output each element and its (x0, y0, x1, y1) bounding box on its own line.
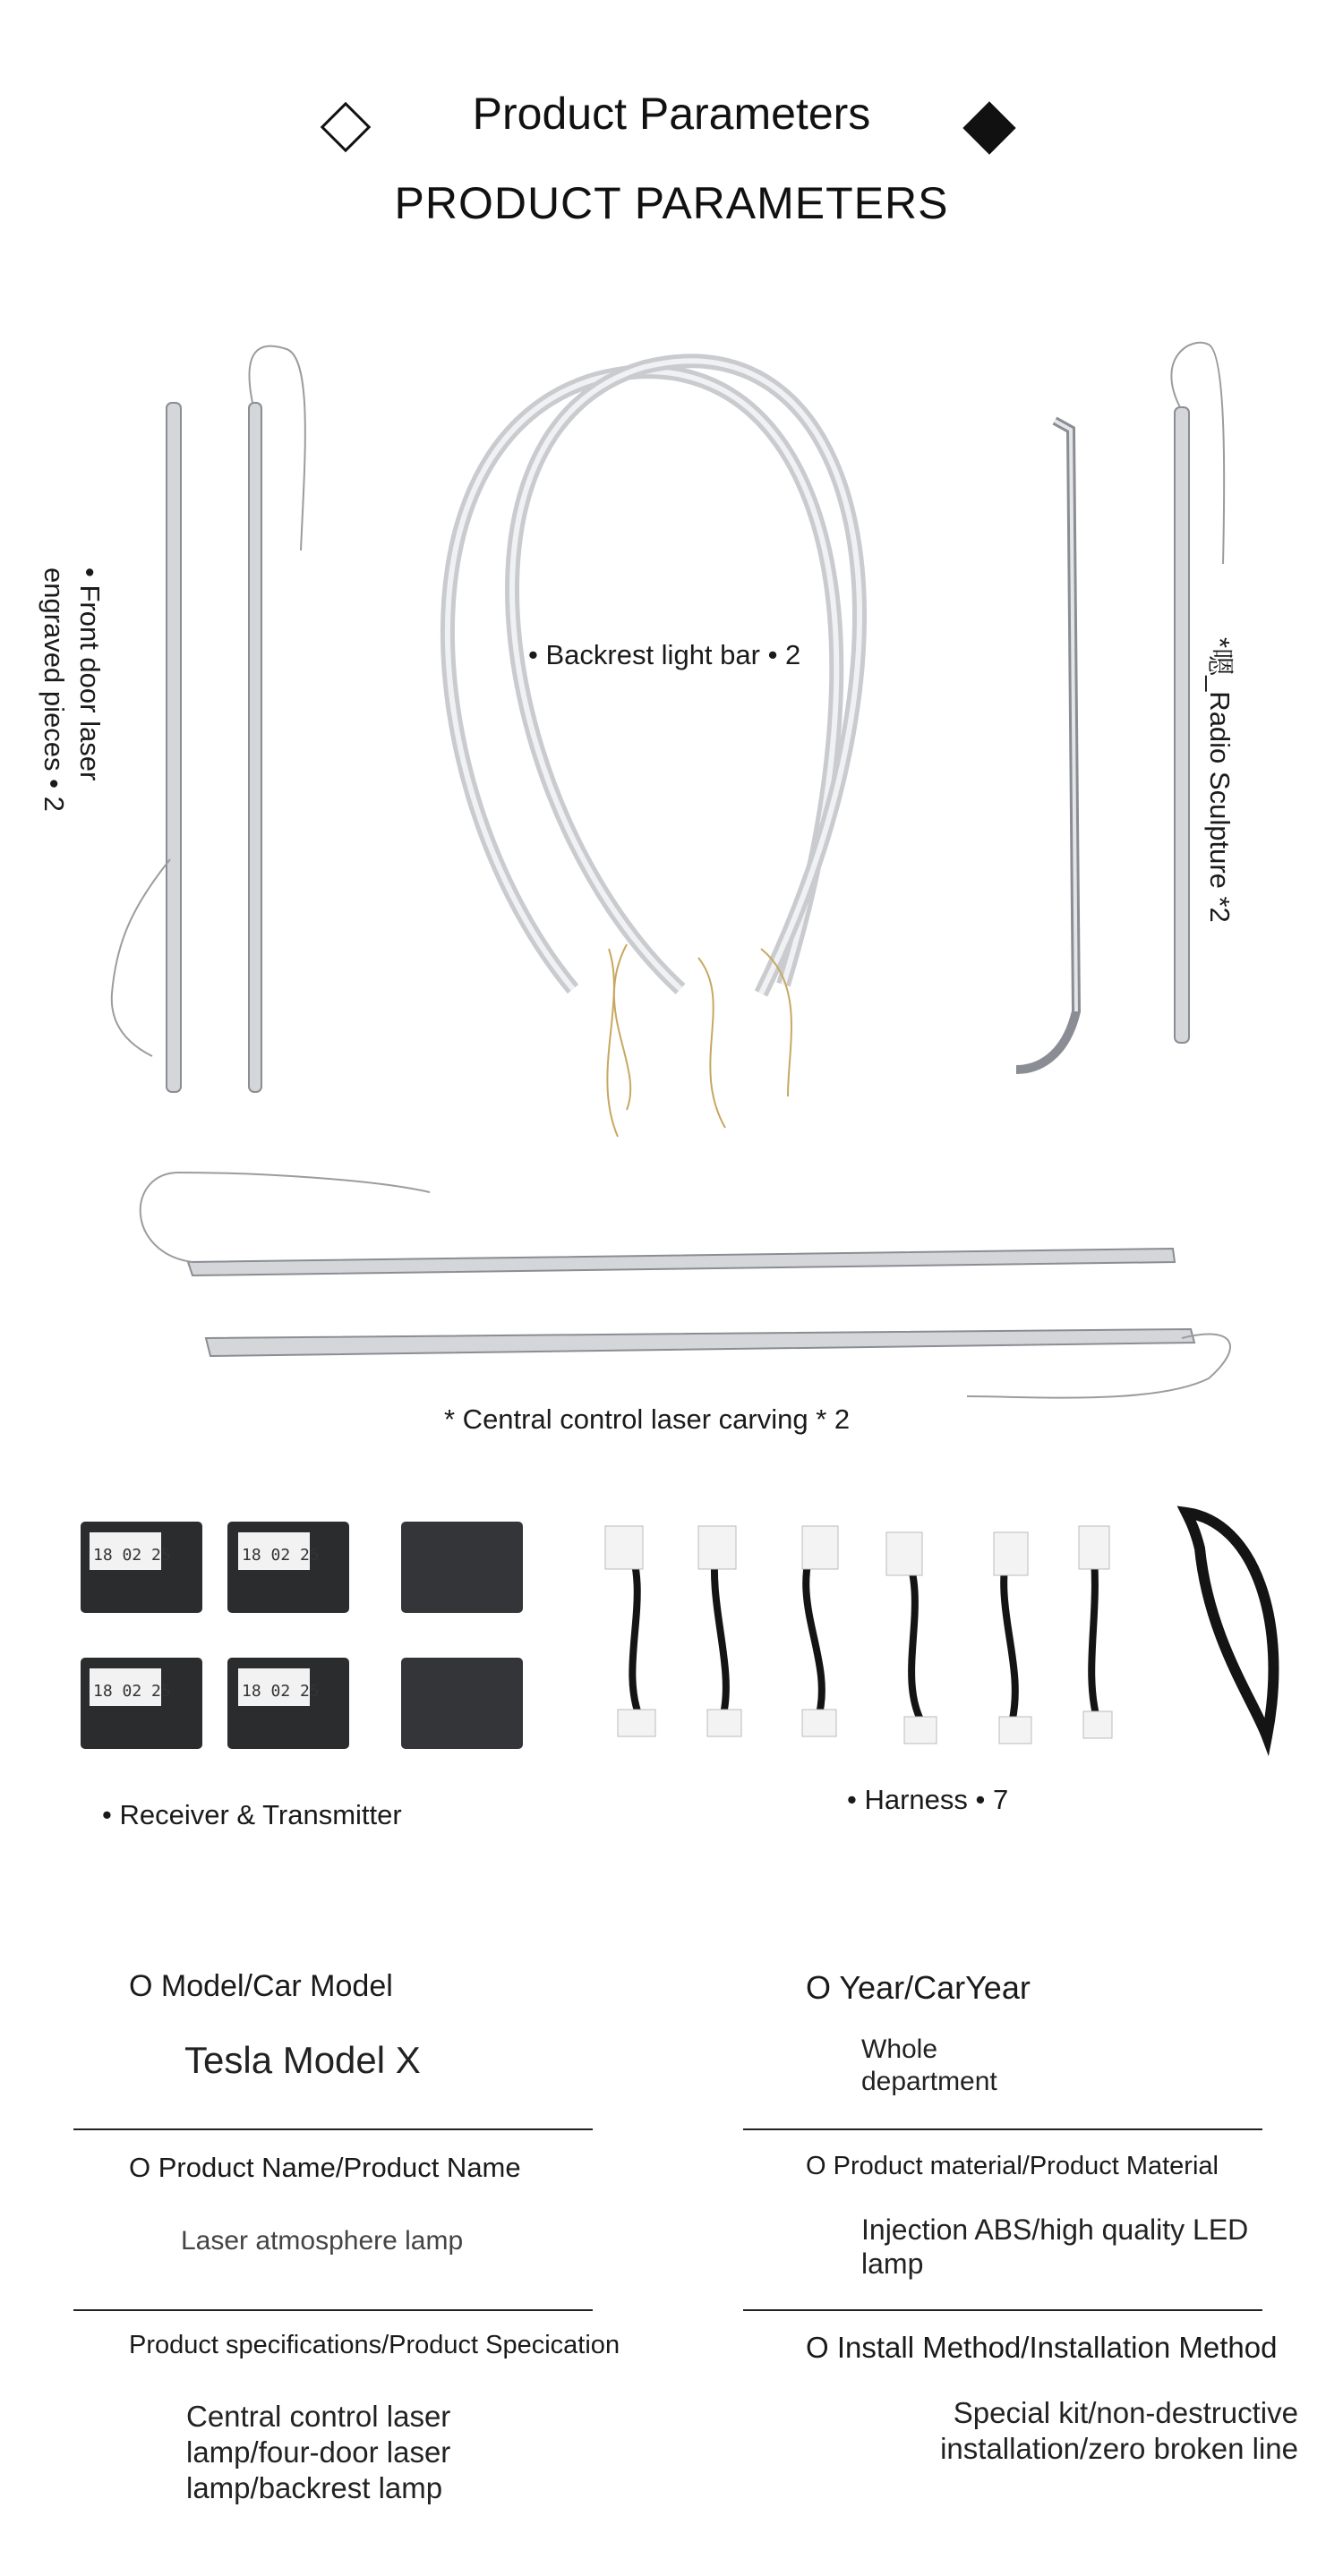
param-label-model: O Model/Car Model (129, 1969, 393, 2003)
front-door-caption-line2: engraved pieces • 2 (38, 567, 70, 812)
param-label-product-name: O Product Name/Product Name (129, 2152, 521, 2183)
param-value-material: Injection ABS/high quality LED lamp (861, 2213, 1249, 2280)
divider (73, 2128, 593, 2130)
central-control-strip-top (141, 1173, 1175, 1275)
front-door-strip-left (112, 403, 181, 1092)
page-title: Product Parameters (472, 89, 871, 139)
param-value-install-method: Special kit/non-destructive installation/zero broken line (940, 2396, 1298, 2465)
receiver-caption: • Receiver & Transmitter (102, 1799, 402, 1830)
page-subtitle: PRODUCT PARAMETERS (394, 178, 949, 228)
module-sticker: 18 02 25 (242, 1546, 320, 1565)
central-control-caption: * Central control laser carving * 2 (444, 1403, 851, 1435)
param-label-specifications: Product specifications/Product Specication (129, 2331, 620, 2359)
module-sticker: 18 02 25 (93, 1546, 171, 1565)
central-control-strip-bottom (206, 1329, 1230, 1398)
harness-caption: • Harness • 7 (847, 1784, 1009, 1815)
divider (73, 2309, 593, 2311)
param-label-install-method: O Install Method/Installation Method (806, 2331, 1278, 2364)
param-value-year: Whole department (861, 2034, 997, 2096)
front-door-caption-line1: • Front door laser (74, 567, 106, 781)
param-value-model: Tesla Model X (184, 2039, 421, 2081)
param-label-material: O Product material/Product Material (806, 2152, 1219, 2180)
front-door-caption (36, 567, 107, 812)
module-sticker: 18 02 25 (242, 1682, 320, 1701)
rear-caption: *嗯_Radio Sculpture *2 (1204, 637, 1236, 923)
backrest-light-bar (448, 361, 860, 1137)
module-sticker: 18 02 25 (93, 1682, 171, 1701)
rear-strip-left (1016, 421, 1076, 1070)
param-value-product-name: Laser atmosphere lamp (181, 2226, 464, 2256)
backrest-caption: • Backrest light bar • 2 (528, 639, 801, 670)
divider (743, 2309, 1262, 2311)
harness-set (605, 1513, 1273, 1744)
divider (743, 2128, 1262, 2130)
param-label-year: O Year/CarYear (806, 1969, 1031, 2006)
param-value-specifications: Central control laser lamp/four-door laser lamp/backrest lamp (186, 2400, 451, 2504)
front-door-strip-right (249, 346, 305, 1092)
